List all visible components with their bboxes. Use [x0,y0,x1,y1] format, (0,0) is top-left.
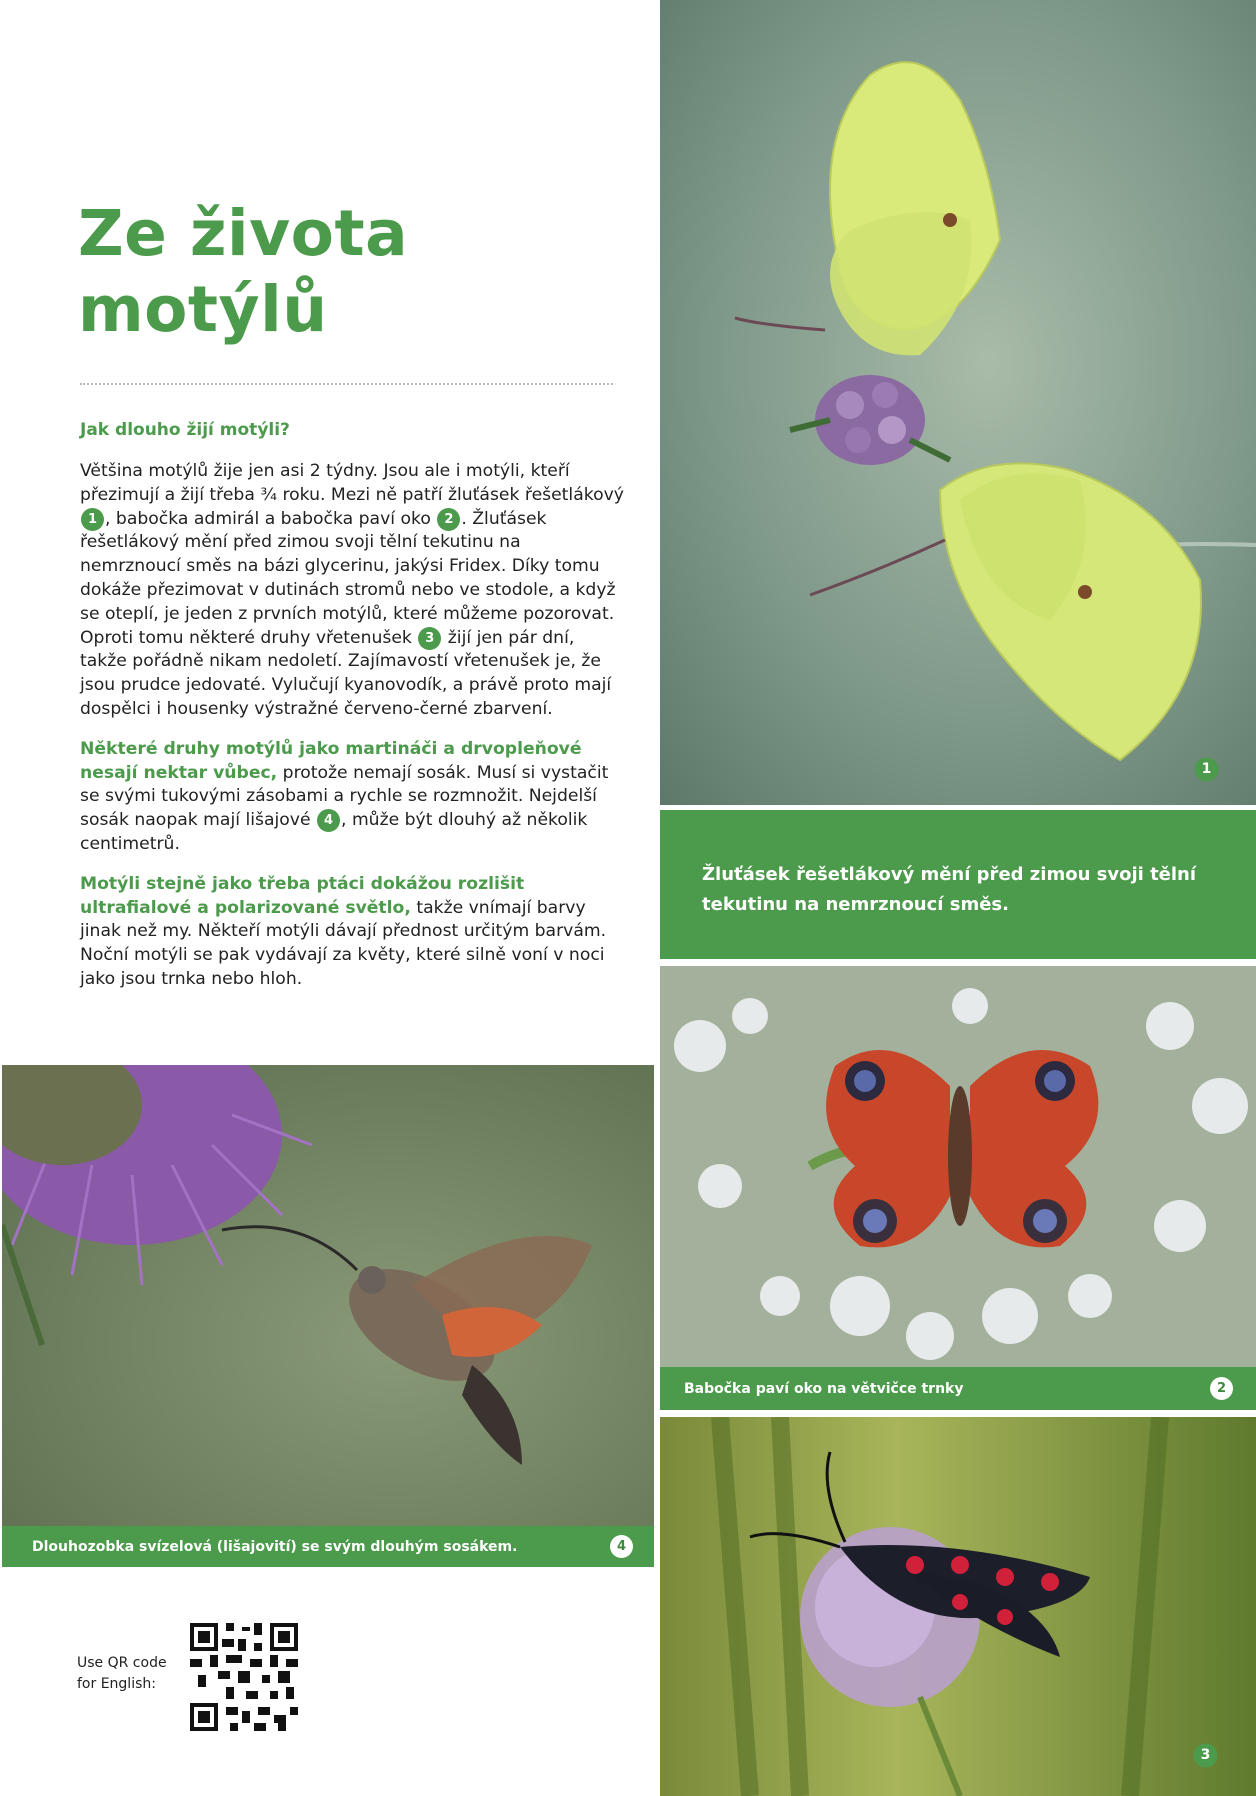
photo-badge-4: 4 [610,1535,633,1558]
qr-label-line-1: Use QR code [77,1655,167,1671]
paragraph-nectar [80,738,625,857]
p1-text-a: Většina motýlů žije jen asi 2 týdny. Jsou ale i motýli, kteří přezimují a žijí třeba ¾ roku. Mezi ně patří žluťásek řešetlákový [80,461,624,505]
dotted-divider [80,383,613,385]
page-title [78,196,618,348]
caption-peacock [660,1367,1256,1410]
number-badge-2: 2 [437,508,460,531]
photo-brimstone-butterfly [660,0,1256,805]
p2-text-b: , může být dlouhý až několik centimetrů. [80,810,588,854]
p3-text-a: takže vnímají barvy jinak než my. Někteří motýli dávají přednost určitým barvám. Noční motýli se pak vydávají za květy, které silně voní v noci jako jsou trnka nebo hloh. [80,897,607,989]
number-badge-4: 4 [317,809,340,832]
number-badge-1: 1 [81,508,104,531]
title-line-1: Ze života [78,197,409,270]
qr-code[interactable] [190,1623,298,1731]
caption-peacock-text: Babočka paví oko na větvičce trnky [684,1380,964,1397]
p1-text-d: . Žluťásek řešetlákový mění před zimou svoji tělní tekutinu na nemrznoucí směs na bázi glycerinu, jakýsi Fridex. Díky tomu dokáže přezimovat v dutinách stromů nebo ve stodole, a když se oteplí, je jeden z prvních motýlů, které můžeme pozorovat. Oproti tomu některé druhy vřetenušek [80,508,616,648]
photo-badge-2: 2 [1210,1377,1233,1400]
caption-hawk-moth-text: Dlouhozobka svízelová (lišajovití) se svým dlouhým sosákem. [32,1538,518,1555]
photo-badge-3-label: 3 [1200,1747,1211,1763]
photo-badge-1-label: 1 [1201,761,1212,777]
caption-brimstone: Žluťásek řešetlákový mění před zimou svoji tělní tekutinu na nemrznoucí směs. [660,810,1256,959]
p1-text-c: , babočka admirál a babočka paví oko [105,508,437,529]
text-column [80,418,625,1008]
photo-peacock-butterfly [660,966,1256,1367]
photo-burnet-moth [660,1417,1256,1796]
section-heading: Jak dlouho žijí motýli? [80,420,290,440]
paragraph-lifespan [80,460,625,722]
caption-hawk-moth [2,1526,654,1567]
photo-hawk-moth [2,1065,654,1526]
qr-label [77,1653,167,1695]
p1-text-e: žijí jen pár dní, takže pořádně nikam nedoletí. Zajímavostí vřetenušek je, že jsou prudce jedovaté. Vylučují kyanovodík, a právě proto mají dospělci i housenky výstražné červeno-černé zbarvení. [80,627,612,719]
title-line-2: motýlů [78,273,328,346]
paragraph-light [80,873,625,992]
p3-highlight: Motýli stejně jako třeba ptáci dokážou rozlišit ultrafialové a polarizované světlo, [80,873,525,918]
qr-label-line-2: for English: [77,1676,156,1692]
number-badge-3: 3 [418,627,441,650]
p2-highlight: Některé druhy motýlů jako martináči a drvopleňové nesají nektar vůbec, [80,738,582,783]
p2-text-a: protože nemají sosák. Musí si vystačit se svými tukovými zásobami a rychle se rozmnožit. Nejdelší sosák naopak mají lišajové [80,762,609,831]
